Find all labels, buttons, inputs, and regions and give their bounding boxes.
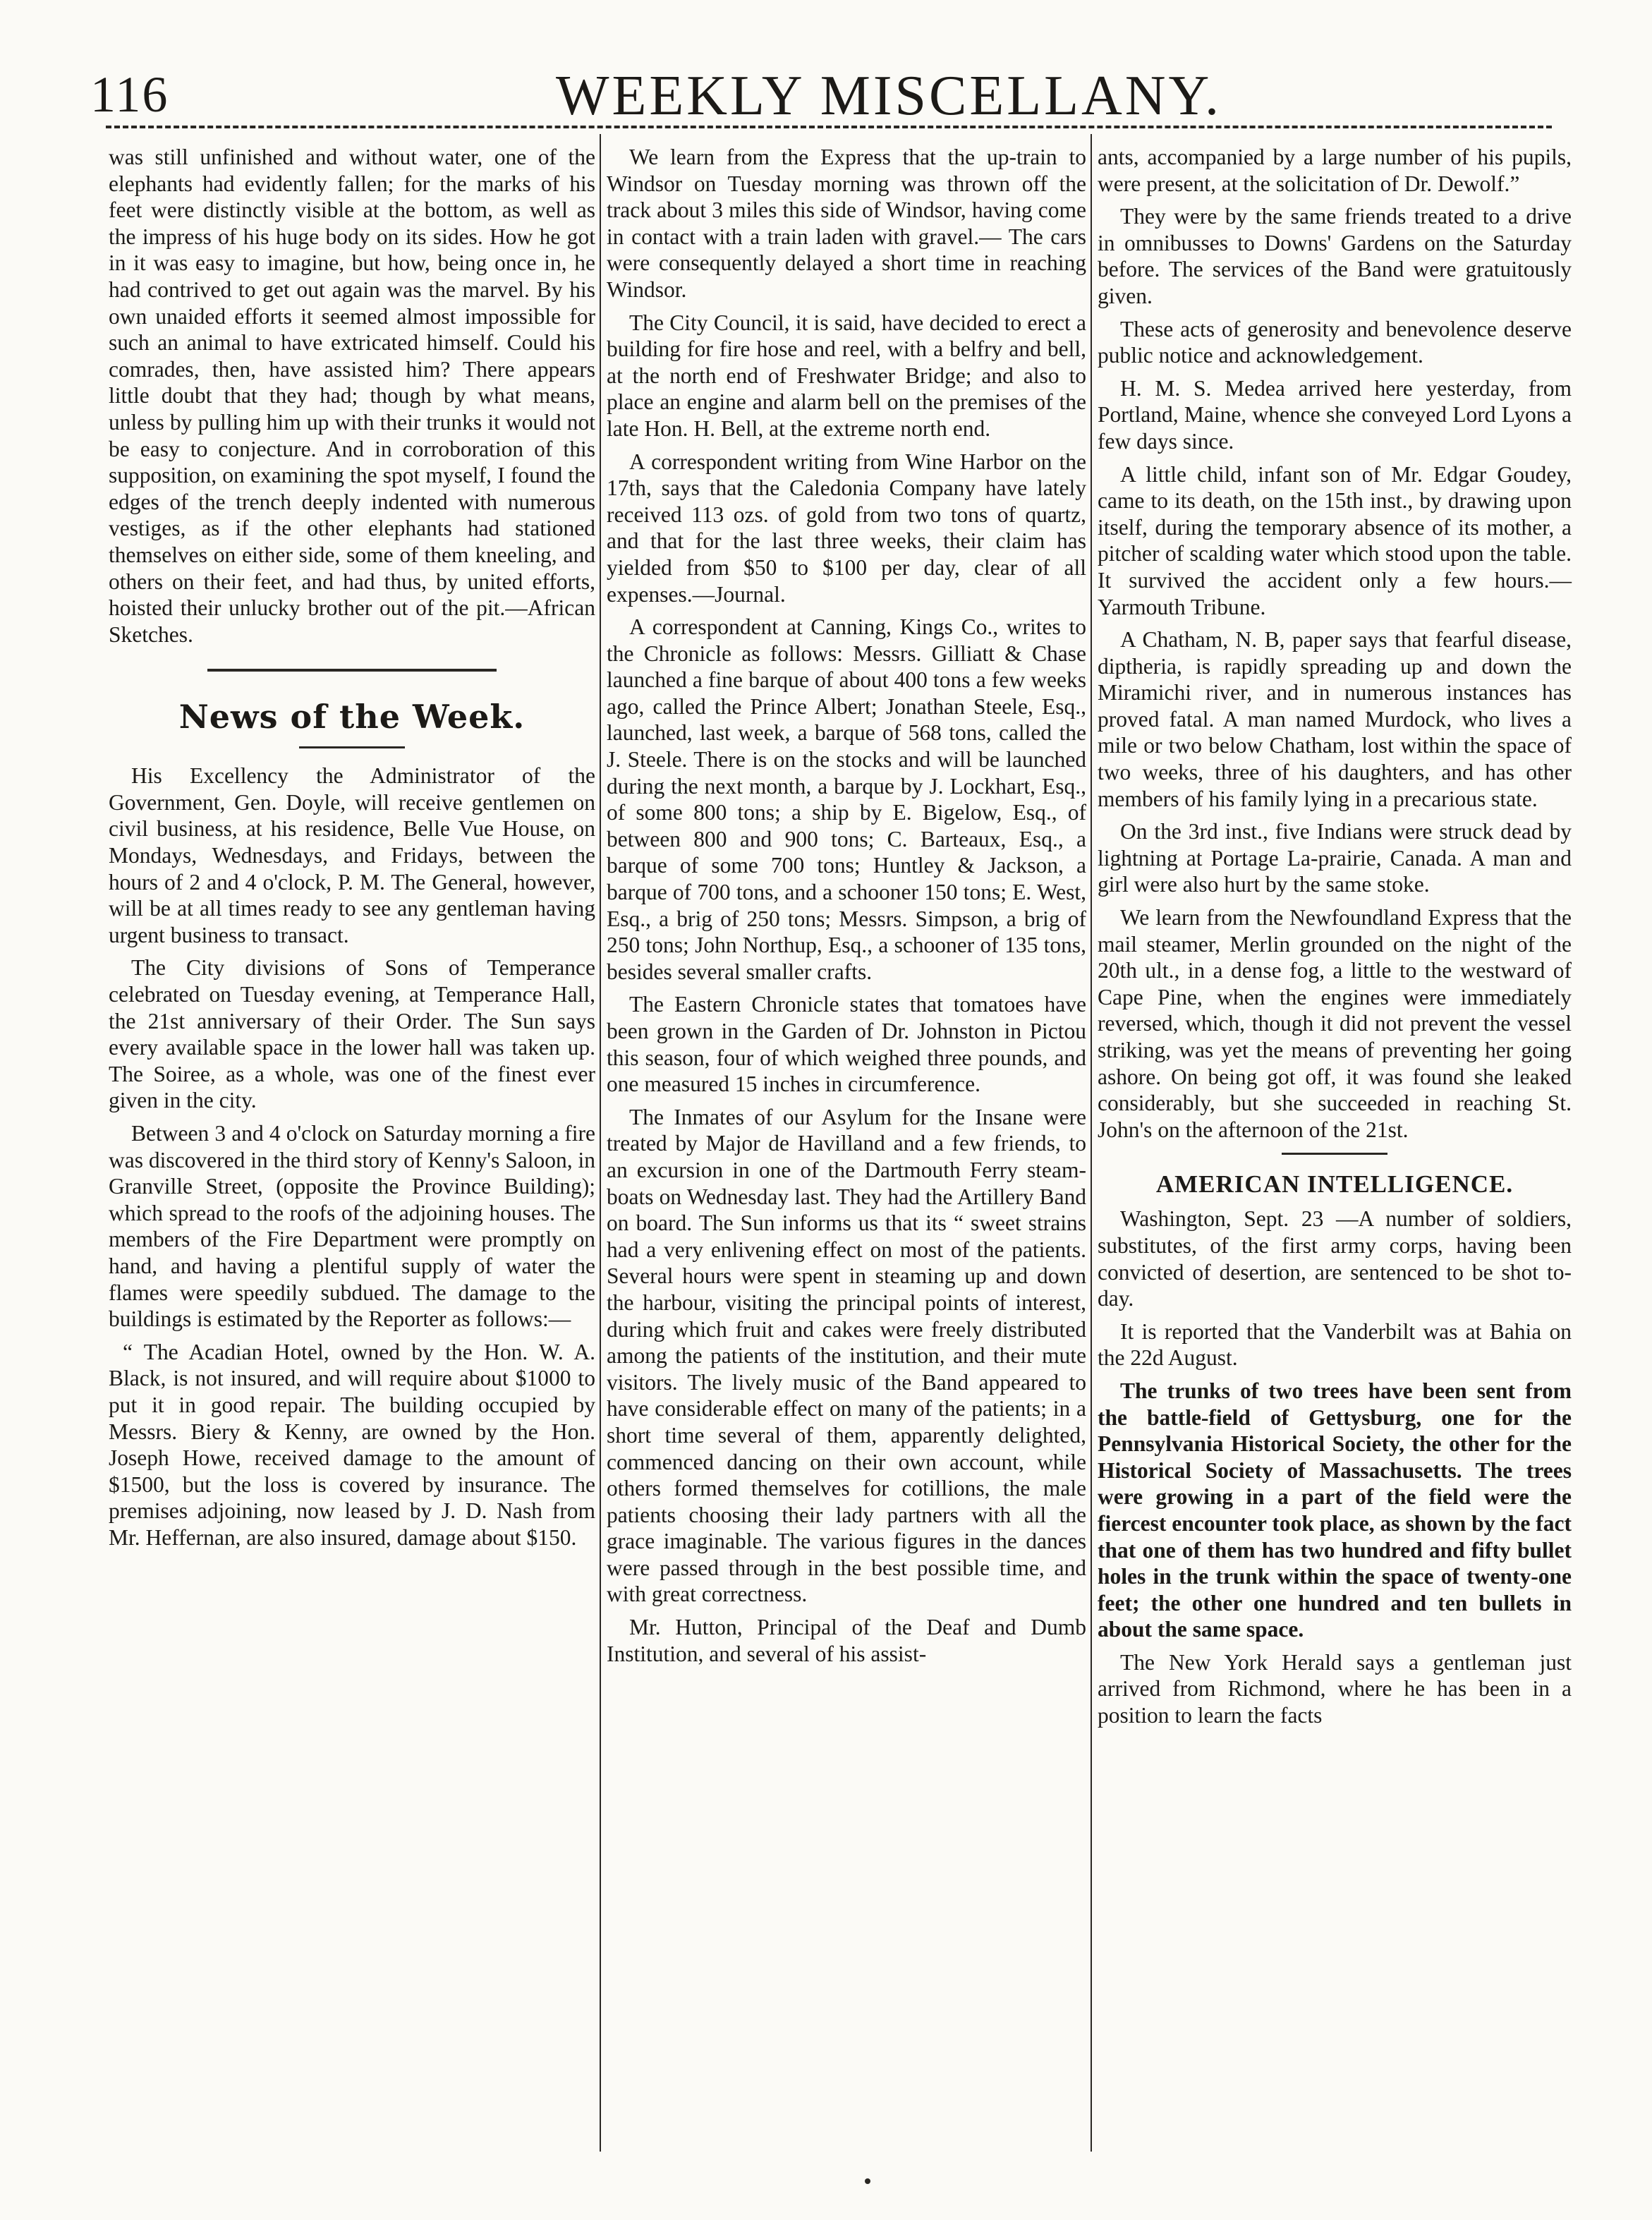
article-paragraph: They were by the same friends treated to a drive in omnibusses to Downs' Gardens on the Saturday before. The services of the Band were gratuitously given. <box>1098 204 1572 308</box>
article-paragraph: On the 3rd inst., five Indians were struck dead by lightning at Portage La-prairie, Canada. A man and girl were also hurt by the same stoke. <box>1098 819 1572 897</box>
article-paragraph: These acts of generosity and benevolence deserve public notice and acknowledgement. <box>1098 316 1572 368</box>
article-paragraph: Mr. Hutton, Principal of the Deaf and Dumb Institution, and several of his assist- <box>607 1615 1086 1666</box>
page-number: 116 <box>90 66 169 123</box>
section-divider <box>1282 1153 1387 1155</box>
article-paragraph: It is reported that the Vanderbilt was at Bahia on the 22d August. <box>1098 1318 1572 1371</box>
article-paragraph: A little child, infant son of Mr. Edgar Goudey, came to its death, on the 15th inst., by drawing upon itself, during the temporary absence of its mother, a pitcher of scalding water which stood upon the table. It survived the accident only a few hours.—Yarmouth Tribune. <box>1098 461 1572 619</box>
article-paragraph: The trunks of two trees have been sent from the battle-field of Gettysburg, one for the Pennsylvania Historical Society, the other for the Historical Society of Massachusetts. The trees were growing in a part of the field were the fiercest encounter took place, as shown by the fact that one of them has two hundred and fifty bullet holes in the trunk within the space of twenty-one feet; the other one hundred and ten bullets in about the same space. <box>1098 1378 1572 1642</box>
section-heading-news-of-the-week: News of the Week. <box>178 698 526 736</box>
column-divider <box>600 134 601 2152</box>
article-quote: “ The Acadian Hotel, owned by the Hon. W. A. Black, is not insured, and will require about $1000 to put it in good repair. The building occupied by Messrs. Biery & Kenny, are owned by the Hon. Joseph Howe, received damage to the amount of $1500, but the loss is covered by insurance. The premises adjoining, now leased by J. D. Nash from Mr. Heffernan, are also insured, damage about $150. <box>109 1339 595 1550</box>
section-divider <box>207 669 497 672</box>
article-paragraph: A correspondent writing from Wine Harbor on the 17th, says that the Caledonia Company have lately received 113 ozs. of gold from two tons of quartz, and that for the last three weeks, their claim has yielded from $50 to $100 per day, clear of all expenses.—Journal. <box>607 449 1086 607</box>
article-paragraph: We learn from the Newfoundland Express that the mail steamer, Merlin grounded on the night of the 20th ult., in a dense fog, a little to the westward of Cape Pine, when the engines were immediately reversed, which, though it did not prevent the vessel striking, was yet the means of preventing her going ashore. On being got off, it was found she leaked considerably, but she succeeded in reaching St. John's on the afternoon of the 21st. <box>1098 905 1572 1142</box>
article-paragraph: was still unfinished and without water, one of the elephants had evidently fallen; for the marks of his feet were distinctly visible at the bottom, as well as the impress of his huge body on its sides. How he got in it was easy to imagine, but how, being once in, he had contrived to get out again was the marvel. By his own unaided efforts it seemed almost impossible for such an animal to have extricated himself. Could his comrades, then, have assisted him? There appears little doubt that they had; though by what means, unless by pulling him up with their trunks it would not be easy to conjecture. And in corroboration of this supposition, on examining the spot myself, I found the edges of the trench deeply indented with numerous vestiges, as if the other elephants had stationed themselves on either side, some of them kneeling, and others on their feet, and had thus, by united efforts, hoisted their unlucky brother out of the pit.—African Sketches. <box>109 145 595 647</box>
article-paragraph: A Chatham, N. B, paper says that fearful disease, diptheria, is rapidly spreading up and down the Miramichi river, and in numerous instances has proved fatal. A man named Murdock, who lives a mile or two below Chatham, lost within the space of two weeks, three of his daughters, and has other members of his family lying in a precarious state. <box>1098 627 1572 811</box>
masthead-title: WEEKLY MISCELLANY. <box>556 65 1222 127</box>
article-paragraph: Between 3 and 4 o'clock on Saturday morning a fire was discovered in the third story of Kenny's Saloon, in Granville Street, (opposite the Province Building); which spread to the roofs of the adjoining houses. The members of the Fire Department were promptly on hand, and having a plentiful supply of water the flames were speedily subdued. The damage to the buildings is estimated by the Reporter as follows:— <box>109 1121 595 1332</box>
article-paragraph: His Excellency the Administrator of the Government, Gen. Doyle, will receive gentlemen on civil business, at his residence, Belle Vue House, on Mondays, Wednesdays, and Fridays, between the hours of 2 and 4 o'clock, P. M. The General, however, will be at all times ready to see any gentleman having urgent business to transact. <box>109 763 595 947</box>
article-paragraph: The Inmates of our Asylum for the Insane were treated by Major de Havilland and a few friends, to an excursion in one of the Dartmouth Ferry steam-boats on Wednesday last. They had the Artillery Band on board. The Sun informs us that its “ sweet strains had a very enlivening effect on most of the patients. Several hours were spent in steaming up and down the harbour, visiting the principal points of interest, during which fruit and cakes were freely distributed among the patients of the institution, and their mute visitors. The lively music of the Band appeared to have considerable effect on many of the patients; in a short time several of them, apparently delighted, commenced dancing on their own account, while others formed themselves for cotillions, the male patients choosing their lady partners with all the grace imaginable. The various figures in the dances were passed through in the best possible time, and with great correctness. <box>607 1104 1086 1607</box>
article-paragraph: H. M. S. Medea arrived here yesterday, from Portland, Maine, whence she conveyed Lord Lyons a few days since. <box>1098 375 1572 454</box>
column-right <box>1098 144 1572 1735</box>
article-paragraph: The New York Herald says a gentleman just arrived from Richmond, where he has been in a position to learn the facts <box>1098 1649 1572 1728</box>
article-paragraph: We learn from the Express that the up-train to Windsor on Tuesday morning was thrown off the track about 3 miles this side of Windsor, having come in contact with a train laden with gravel.— The cars were consequently delayed a short time in reaching Windsor. <box>607 145 1086 302</box>
article-paragraph: The City Council, it is said, have decided to erect a building for fire hose and reel, with a belfry and bell, at the north end of Freshwater Bridge; and also to place an engine and alarm bell on the premises of the late Hon. H. Bell, at the extreme north end. <box>607 310 1086 441</box>
column-divider <box>1091 134 1092 2152</box>
article-paragraph: The City divisions of Sons of Temperance celebrated on Tuesday evening, at Temperance Hall, the 21st anniversary of their Order. The Sun says every available space in the lower hall was taken up. The Soiree, as a whole, was one of the finest ever given in the city. <box>109 955 595 1113</box>
article-paragraph: Washington, Sept. 23 —A number of soldiers, substitutes, of the first army corps, having been convicted of desertion, are sentenced to be shot to-day. <box>1098 1206 1572 1311</box>
section-heading-american-intelligence: AMERICAN INTELLIGENCE. <box>1155 1170 1514 1199</box>
article-paragraph: ants, accompanied by a large number of his pupils, were present, at the solicitation of Dr. Dewolf.” <box>1098 145 1572 196</box>
article-paragraph: The Eastern Chronicle states that tomatoes have been grown in the Garden of Dr. Johnston in Pictou this season, four of which weighed three pounds, and one measured 15 inches in circumference. <box>607 992 1086 1097</box>
page-mark <box>865 2178 870 2184</box>
column-left <box>109 144 595 1558</box>
article-paragraph: A correspondent at Canning, Kings Co., writes to the Chronicle as follows: Messrs. Gilliatt & Chase launched a fine barque of about 400 tons a few weeks ago, called the Prince Albert; Jonathan Steele, Esq., launched, last week, a barque of 568 tons, called the J. Steele. There is on the stocks and will be launched during the next month, a barque by J. Lockhart, Esq., of some 800 tons; a ship by E. Bigelow, Esq., of between 800 and 900 tons; C. Barteaux, Esq., a barque of some 700 tons; Huntley & Jackson, a barque of 700 tons, and a schooner 150 tons; E. West, Esq., a brig of 250 tons; Messrs. Simpson, a brig of 250 tons; John Northup, Esq., a schooner of 135 tons, besides several smaller crafts. <box>607 614 1086 984</box>
heading-underline <box>299 746 405 748</box>
column-middle <box>607 144 1086 1673</box>
header-rule <box>106 126 1552 128</box>
